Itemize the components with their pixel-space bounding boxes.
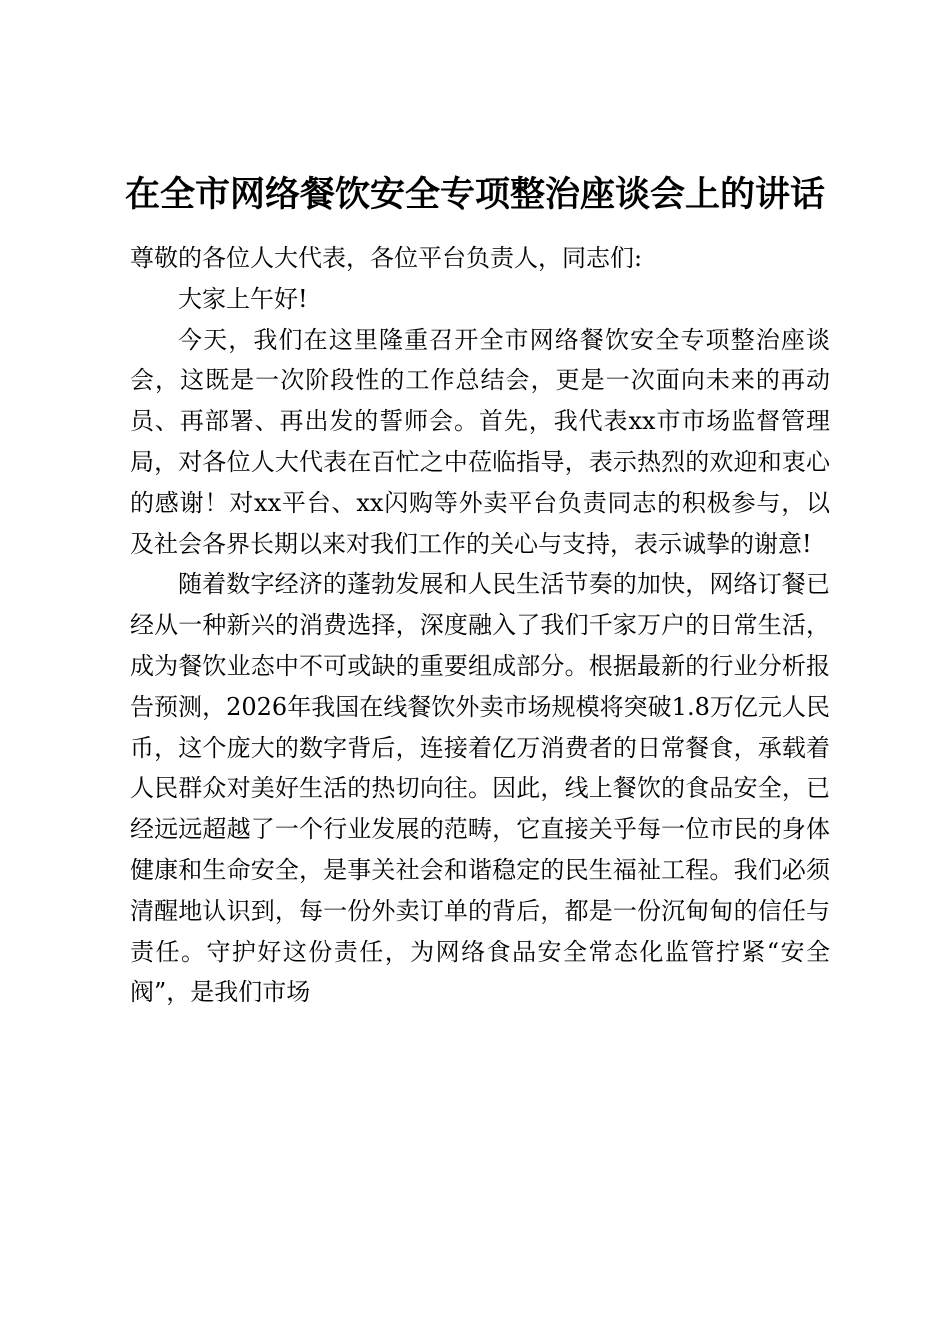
- salutation: 尊敬的各位人大代表，各位平台负责人，同志们:: [130, 244, 643, 272]
- greeting: 大家上午好!: [178, 284, 308, 313]
- document-title: 在全市网络餐饮安全专项整治座谈会上的讲话: [124, 175, 825, 215]
- paragraph-context: 随着数字经济的蓬勃发展和人民生活节奏的加快，网络订餐已经从一种新兴的消费选择，深度融入了我们千家万户的日常生活，成为餐饮业态中不可或缺的重要组成部分。根据最新的行业分析报告预测，2026年我国在线餐饮外卖市场规模将突破1.8万亿元人民币，这个庞大的数字背后，连接着亿万消费者的日常餐食，承载着人民群众对美好生活的热切向往。因此，线上餐饮的食品安全，已经远远超越了一个行业发展的范畴，它直接关乎每一位市民的身体健康和生命安全，是事关社会和谐稳定的民生福祉工程。我们必须清醒地认识到，每一份外卖订单的背后，都是一份沉甸甸的信任与责任。守护好这份责任，为网络食品安全常态化监管拧紧“安全阀”，是我们市场: [130, 570, 830, 1007]
- document-body: [130, 238, 830, 1013]
- paragraph-opening: 今天，我们在这里隆重召开全市网络餐饮安全专项整治座谈会，这既是一次阶段性的工作总结会，更是一次面向未来的再动员、再部署、再出发的誓师会。首先，我代表xx市市场监督管理局，对各位人大代表在百忙之中莅临指导，表示热烈的欢迎和衷心的感谢！对xx平台、xx闪购等外卖平台负责同志的积极参与，以及社会各界长期以来对我们工作的关心与支持，表示诚挚的谢意!: [130, 325, 830, 558]
